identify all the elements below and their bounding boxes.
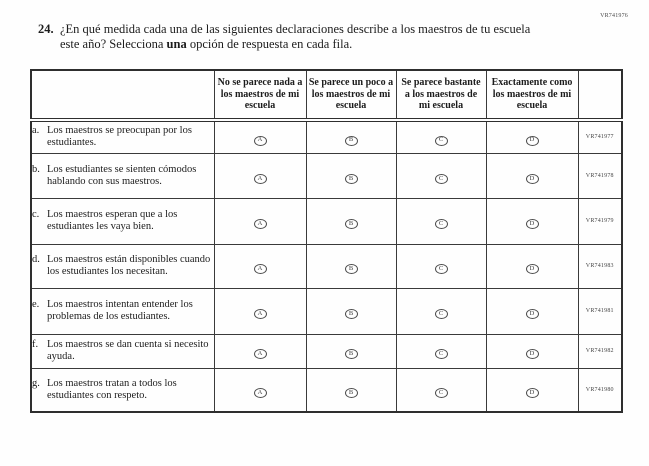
item-code: VR741981: [578, 288, 622, 334]
option-bubble-c[interactable]: C: [435, 388, 448, 398]
item-code: VR741980: [578, 368, 622, 412]
item-code: VR741983: [578, 244, 622, 288]
row-letter: b.: [32, 163, 40, 175]
statement-text: Los maestros intentan entender los problemas de los estudiantes.: [47, 299, 193, 322]
option-bubble-d[interactable]: D: [526, 136, 539, 146]
statement-text: Los maestros tratan a todos los estudiantes con respeto.: [47, 377, 177, 401]
row-letter: d.: [32, 254, 40, 265]
option-bubble-c[interactable]: C: [435, 309, 448, 319]
question-block: [38, 22, 558, 52]
option-bubble-a[interactable]: A: [254, 309, 267, 319]
statement-text: Los maestros esperan que a los estudiantes les vaya bien.: [47, 209, 178, 232]
item-code: VR741979: [578, 198, 622, 244]
option-bubble-c[interactable]: C: [435, 349, 448, 359]
statement-column-header: [31, 70, 214, 120]
option-bubble-a[interactable]: A: [254, 264, 267, 274]
option-bubble-b[interactable]: B: [345, 349, 358, 359]
page-form-code: VR741976: [600, 13, 628, 19]
column-header-quite-a-bit: Se parece bastante a los maestros de mi escuela: [396, 70, 486, 120]
option-bubble-c[interactable]: C: [435, 219, 448, 229]
option-bubble-d[interactable]: D: [526, 349, 539, 359]
option-bubble-a[interactable]: A: [254, 174, 267, 184]
option-bubble-d[interactable]: D: [526, 309, 539, 319]
statement-text: Los maestros se preocupan por los estudiantes.: [47, 125, 192, 149]
option-bubble-d[interactable]: D: [526, 174, 539, 184]
option-bubble-a[interactable]: A: [254, 388, 267, 398]
statement-text: Los maestros están disponibles cuando los estudiantes los necesitan.: [47, 254, 211, 277]
column-header-a-little: Se parece un poco a los maestros de mi escuela: [306, 70, 396, 120]
option-bubble-b[interactable]: B: [345, 174, 358, 184]
option-bubble-a[interactable]: A: [254, 219, 267, 229]
question-text: [60, 22, 538, 52]
table-row: [31, 244, 622, 288]
question-number: 24.: [38, 22, 54, 36]
statement-text: Los estudiantes se sienten cómodos hablando con sus maestros.: [47, 163, 197, 187]
header-row: [31, 70, 622, 120]
option-bubble-d[interactable]: D: [526, 264, 539, 274]
table-row: [31, 334, 622, 368]
option-bubble-b[interactable]: B: [345, 264, 358, 274]
option-bubble-d[interactable]: D: [526, 388, 539, 398]
table-row: [31, 198, 622, 244]
option-bubble-b[interactable]: B: [345, 136, 358, 146]
table-row: [31, 368, 622, 412]
item-code: VR741982: [578, 334, 622, 368]
table-row: [31, 153, 622, 198]
table-row: [31, 120, 622, 153]
statement-text: Los maestros se dan cuenta si necesito ayuda.: [47, 339, 209, 362]
option-bubble-b[interactable]: B: [345, 388, 358, 398]
row-letter: e.: [32, 299, 40, 310]
code-column-header: [578, 70, 622, 120]
response-matrix-table: [30, 69, 623, 413]
option-bubble-c[interactable]: C: [435, 174, 448, 184]
row-letter: a.: [32, 125, 40, 137]
item-code: VR741978: [578, 153, 622, 198]
question-text-after: opción de respuesta en cada fila.: [186, 37, 353, 51]
option-bubble-d[interactable]: D: [526, 219, 539, 229]
option-bubble-b[interactable]: B: [345, 219, 358, 229]
row-letter: f.: [32, 339, 39, 350]
option-bubble-a[interactable]: A: [254, 136, 267, 146]
column-header-exactly: Exactamente como los maestros de mi escuela: [486, 70, 578, 120]
option-bubble-c[interactable]: C: [435, 264, 448, 274]
row-letter: g.: [32, 377, 40, 389]
table-row: [31, 288, 622, 334]
question-text-bold: una: [166, 37, 187, 51]
option-bubble-b[interactable]: B: [345, 309, 358, 319]
option-bubble-a[interactable]: A: [254, 349, 267, 359]
column-header-not-at-all: No se parece nada a los maestros de mi escuela: [214, 70, 306, 120]
item-code: VR741977: [578, 120, 622, 153]
option-bubble-c[interactable]: C: [435, 136, 448, 146]
question-text-before: ¿En qué medida cada una de las siguientes declaraciones describe a los maestros de tu escuela este año? Selecciona: [60, 22, 531, 51]
row-letter: c.: [32, 209, 40, 220]
